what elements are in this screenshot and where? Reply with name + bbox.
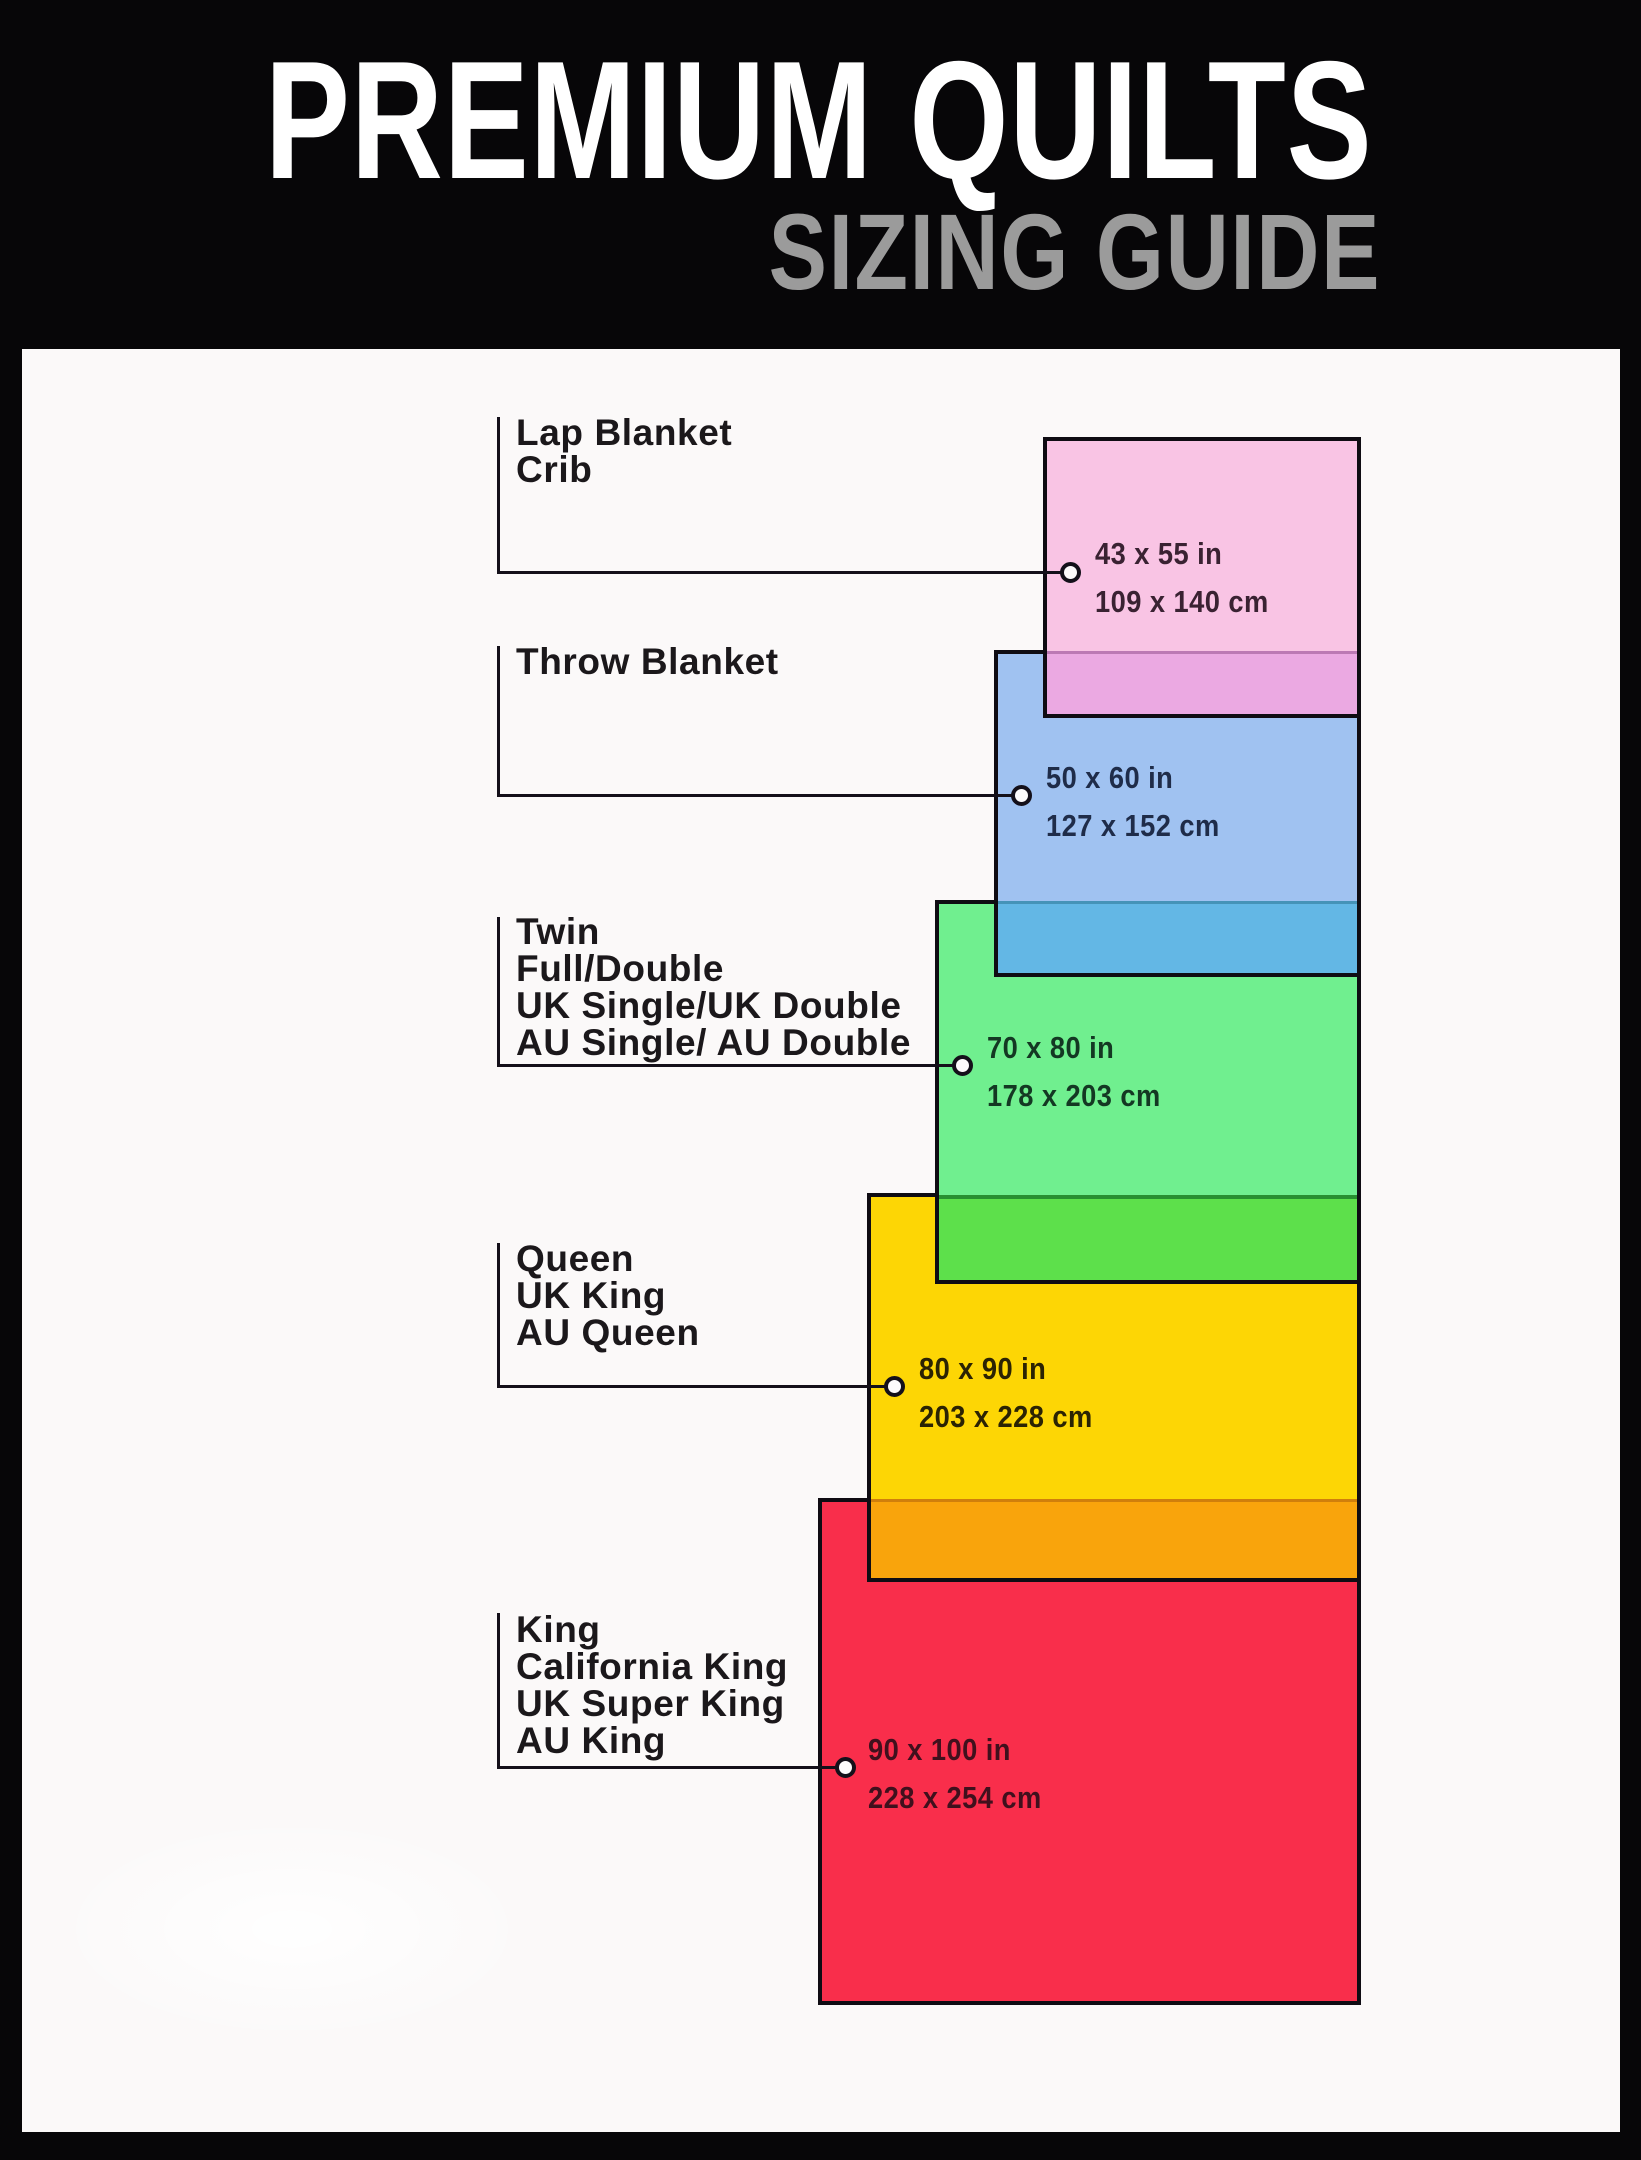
label-line: California King — [516, 1646, 789, 1687]
connector-tick-throw — [497, 646, 500, 797]
dims-inches: 43 x 55 in — [1095, 536, 1223, 571]
label-line: AU Queen — [516, 1312, 700, 1353]
dims-twin — [987, 1024, 1184, 1120]
dims-inches: 50 x 60 in — [1046, 760, 1174, 795]
label-line: UK Super King — [516, 1683, 785, 1724]
overlap-twin-over-queen — [939, 1195, 1357, 1280]
dims-throw-blanket — [1046, 754, 1243, 850]
label-line: UK King — [516, 1275, 667, 1316]
connector-line-twin — [497, 1064, 962, 1067]
label-throw-blanket — [516, 643, 779, 680]
dims-cm: 178 x 203 cm — [987, 1078, 1161, 1113]
dims-cm: 109 x 140 cm — [1095, 584, 1269, 619]
dims-king — [868, 1726, 1065, 1822]
label-queen — [516, 1240, 700, 1351]
dims-lap-blanket — [1095, 530, 1292, 626]
label-line: Queen — [516, 1238, 635, 1279]
page-title: PREMIUM QUILTS — [265, 26, 1373, 214]
connector-line-queen — [497, 1385, 894, 1388]
dims-inches: 90 x 100 in — [868, 1732, 1011, 1767]
label-line: Twin — [516, 911, 600, 952]
label-line: AU Single/ AU Double — [516, 1022, 912, 1063]
connector-dot-twin — [952, 1055, 973, 1076]
connector-dot-throw — [1011, 785, 1032, 806]
page-subtitle: SIZING GUIDE — [768, 191, 1381, 312]
connector-tick-twin — [497, 917, 500, 1067]
overlap-lap-over-throw — [1047, 651, 1357, 714]
label-line: Throw Blanket — [516, 641, 779, 682]
label-line: UK Single/UK Double — [516, 985, 902, 1026]
label-line: Lap Blanket — [516, 412, 733, 453]
overlap-throw-over-twin — [998, 901, 1357, 973]
connector-line-king — [497, 1766, 845, 1769]
dims-inches: 70 x 80 in — [987, 1030, 1115, 1065]
label-line: King — [516, 1609, 601, 1650]
label-line: Crib — [516, 449, 593, 490]
label-line: AU King — [516, 1720, 667, 1761]
label-king — [516, 1611, 788, 1759]
connector-tick-lap — [497, 417, 500, 574]
connector-line-lap — [497, 571, 1070, 574]
connector-dot-lap — [1060, 562, 1081, 583]
connector-dot-queen — [884, 1376, 905, 1397]
dims-queen — [919, 1345, 1116, 1441]
dims-cm: 228 x 254 cm — [868, 1780, 1042, 1815]
connector-tick-queen — [497, 1243, 500, 1388]
connector-line-throw — [497, 794, 1021, 797]
label-lap-blanket — [516, 414, 732, 488]
label-line: Full/Double — [516, 948, 725, 989]
connector-dot-king — [835, 1757, 856, 1778]
dims-inches: 80 x 90 in — [919, 1351, 1047, 1386]
connector-tick-king — [497, 1613, 500, 1769]
dims-cm: 127 x 152 cm — [1046, 808, 1220, 843]
label-twin — [516, 913, 911, 1061]
overlap-queen-over-king — [871, 1499, 1357, 1578]
dims-cm: 203 x 228 cm — [919, 1399, 1093, 1434]
